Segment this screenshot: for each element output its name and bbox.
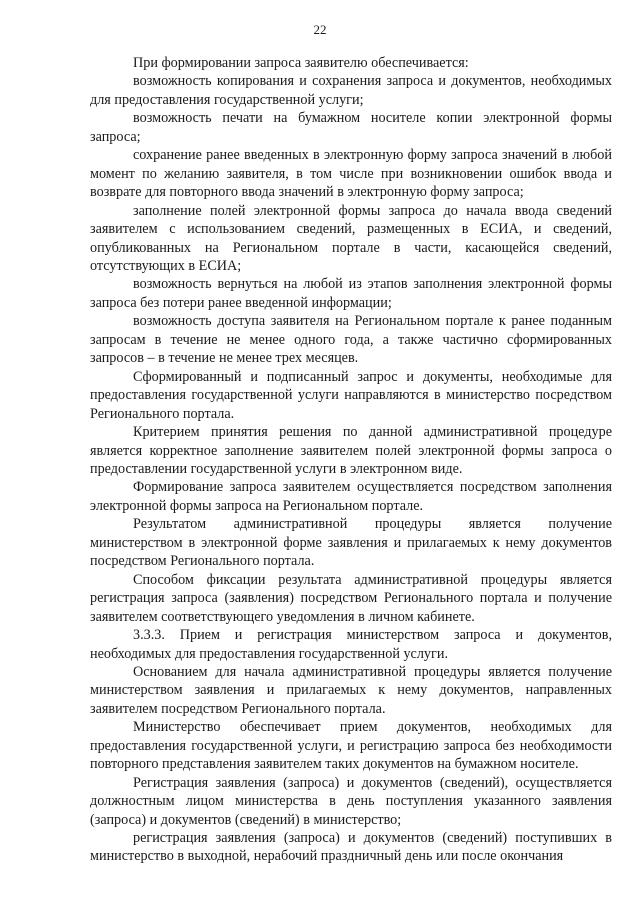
paragraph-3: возможность печати на бумажном носителе копии электронной формы запроса; bbox=[90, 110, 612, 145]
paragraph-15: Министерство обеспечивает прием документов, необходимых для предоставления государственной услуги, и регистрацию запроса без необходимости повторного представления заявителем таких документов на бумажном носителе. bbox=[90, 719, 612, 773]
paragraph-6: возможность вернуться на любой из этапов заполнения электронной формы запроса без потери ранее введенной информации; bbox=[90, 276, 612, 311]
paragraph-9: Критерием принятия решения по данной административной процедуре является корректное заполнение заявителем полей электронной формы запроса о предоставлении государственной услуги в электронном виде. bbox=[90, 424, 612, 477]
body-text bbox=[90, 54, 612, 866]
paragraph-7: возможность доступа заявителя на Региональном портале к ранее поданным запросам в течение не менее одного года, а также частично сформированных запросов – в течение не менее трех месяцев. bbox=[90, 313, 612, 367]
paragraph-2: возможность копирования и сохранения запроса и документов, необходимых для предоставления государственной услуги; bbox=[90, 73, 612, 108]
paragraph-4: сохранение ранее введенных в электронную форму запроса значений в любой момент по желанию заявителя, в том числе при возникновении ошибок ввода и возврате для повторного ввода значений в электронную форму запроса; bbox=[90, 147, 612, 201]
paragraph-8: Сформированный и подписанный запрос и документы, необходимые для предоставления государственной услуги направляются в министерство посредством Регионального портала. bbox=[90, 368, 612, 422]
paragraph-14: Основанием для начала административной процедуры является получение министерством заявления и прилагаемых к нему документов, направленных заявителем посредством Регионального портала. bbox=[90, 663, 612, 717]
paragraph-1: При формировании запроса заявителю обеспечивается: bbox=[133, 55, 469, 71]
paragraph-17: регистрация заявления (запроса) и документов (сведений) поступивших в министерство в выходной, нерабочий праздничный день или после окончания bbox=[90, 830, 612, 865]
paragraph-10: Формирование запроса заявителем осуществляется посредством заполнения электронной формы запроса на Региональном портале. bbox=[90, 479, 612, 514]
paragraph-13: 3.3.3. Прием и регистрация министерством запроса и документов, необходимых для предоставления государственной услуги. bbox=[90, 627, 612, 662]
paragraph-11: Результатом административной процедуры является получение министерством в электронной форме заявления и прилагаемых к нему документов посредством Регионального портала. bbox=[90, 516, 612, 570]
page-number: 22 bbox=[313, 22, 327, 37]
paragraph-12: Способом фиксации результата административной процедуры является регистрация запроса (заявления) посредством Регионального портала и получение заявителем соответствующего уведомления в личном кабинете. bbox=[90, 571, 612, 625]
paragraph-16: Регистрация заявления (запроса) и документов (сведений), осуществляется должностным лицом министерства в день поступления указанного заявления (запроса) и документов (сведений) в министерство; bbox=[90, 774, 612, 828]
paragraph-5: заполнение полей электронной формы запроса до начала ввода сведений заявителем с использованием сведений, размещенных в ЕСИА, и сведений, опубликованных на Региональном портале в части, касающейся сведений, отсутствующих в ЕСИА; bbox=[90, 202, 612, 274]
